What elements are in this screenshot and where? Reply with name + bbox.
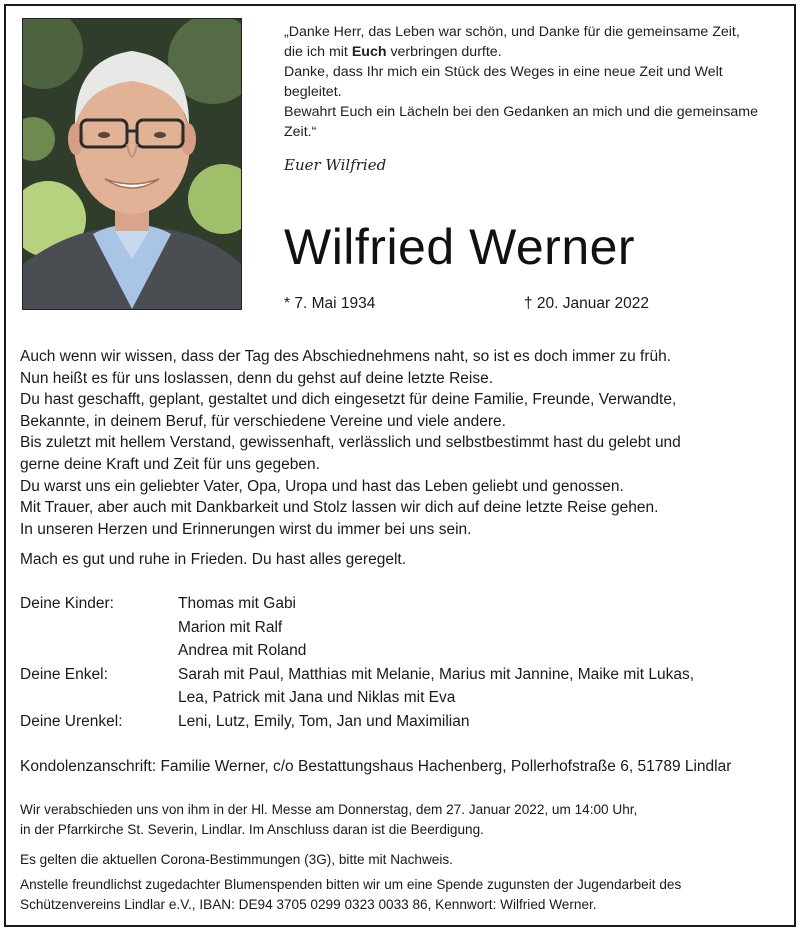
signature: Euer Wilfried [284, 156, 387, 174]
eulogy-line: Auch wenn wir wissen, dass der Tag des Abschiednehmens naht, so ist es doch immer zu früh. [20, 348, 672, 365]
family-entry: Sarah mit Paul, Matthias mit Melanie, Marius mit Jannine, Maike mit Lukas, [178, 665, 694, 683]
eulogy-text [20, 346, 790, 540]
eulogy-line: Nun heißt es für uns loslassen, denn du gehst auf deine letzte Reise. [20, 369, 494, 387]
obituary-card [4, 4, 796, 927]
donation-notice [20, 875, 790, 915]
grandchildren-row [20, 663, 790, 710]
quote-block [284, 22, 784, 142]
greatgrandchildren-row [20, 710, 790, 734]
greatgrandchildren-label: Deine Urenkel: [20, 712, 123, 730]
closing-line: Mach es gut und ruhe in Frieden. Du hast alles geregelt. [20, 551, 407, 568]
grandchildren-label: Deine Enkel: [20, 665, 108, 683]
eulogy-line: gerne deine Kraft und Zeit für uns gegeben. [20, 455, 320, 473]
eulogy-line: Bekannte, in deinem Beruf, für verschiedene Vereine und viele andere. [20, 412, 506, 430]
mass-line: in der Pfarrkirche St. Severin, Lindlar. Im Anschluss daran ist die Beerdigung. [20, 822, 484, 837]
quote-line: begleitet. [284, 84, 342, 100]
quote-line: Bewahrt Euch ein Lächeln bei den Gedanken an mich und die gemeinsame [284, 104, 759, 120]
quote-line: Danke, dass Ihr mich ein Stück des Weges in eine neue Zeit und Welt [284, 64, 723, 80]
portrait-image [23, 19, 241, 309]
eulogy-line: Bis zuletzt mit hellem Verstand, gewissenhaft, verlässlich und selbstbestimmt hast du gelebt und [20, 434, 681, 452]
mass-line: Wir verabschieden uns von ihm in der Hl. Messe am Donnerstag, dem 27. Januar 2022, um 14:00 Uhr, [20, 802, 638, 817]
eulogy-line: Du hast geschafft, geplant, gestaltet und dich eingesetzt für deine Familie, Freunde, Verwandte, [20, 391, 677, 409]
funeral-mass-info [20, 800, 790, 840]
greatgrandchildren-names [178, 710, 469, 734]
children-label: Deine Kinder: [20, 595, 114, 612]
family-list [20, 592, 790, 733]
donation-line: Schützenvereins Lindlar e.V., IBAN: DE94 3705 0299 0323 0033 86, Kennwort: Wilfried Werner. [20, 897, 597, 912]
death-date: † 20. Januar 2022 [524, 295, 649, 312]
quote-line [284, 42, 784, 62]
children-names [178, 592, 306, 663]
family-entry: Thomas mit Gabi [178, 595, 297, 612]
donation-line: Anstelle freundlichst zugedachter Blumenspenden bitten wir um eine Spende zugunsten der Jugendarbeit des [20, 877, 682, 892]
family-entry: Andrea mit Roland [178, 642, 307, 659]
family-entry: Leni, Lutz, Emily, Tom, Jan und Maximilian [178, 712, 470, 730]
condolence-address: Kondolenzanschrift: Familie Werner, c/o Bestattungshaus Hachenberg, Pollerhofstraße 6, 51789 Lindlar [20, 758, 732, 775]
quote-emphasis: Euch [351, 44, 387, 60]
grandchildren-names [178, 663, 694, 710]
eulogy-line: Du warst uns ein geliebter Vater, Opa, Uropa und hast das Leben geliebt und genossen. [20, 477, 624, 495]
quote-line: Zeit.“ [284, 124, 317, 140]
deceased-name: Wilfried Werner [284, 219, 636, 275]
eulogy-line: In unseren Herzen und Erinnerungen wirst du immer bei uns sein. [20, 520, 472, 538]
birth-date: * 7. Mai 1934 [284, 295, 376, 312]
family-entry: Lea, Patrick mit Jana und Niklas mit Eva [178, 689, 456, 706]
children-row [20, 592, 790, 663]
eulogy-line: Mit Trauer, aber auch mit Dankbarkeit und Stolz lassen wir dich auf deine letzte Reise gehen. [20, 499, 659, 517]
quote-line: „Danke Herr, das Leben war schön, und Danke für die gemeinsame Zeit, [284, 24, 740, 40]
quote-line-prefix: die ich mit [284, 44, 352, 60]
family-entry: Marion mit Ralf [178, 618, 283, 636]
portrait-photo [22, 18, 242, 310]
corona-notice: Es gelten die aktuellen Corona-Bestimmungen (3G), bitte mit Nachweis. [20, 852, 453, 867]
quote-line-suffix: verbringen durfte. [386, 44, 502, 60]
